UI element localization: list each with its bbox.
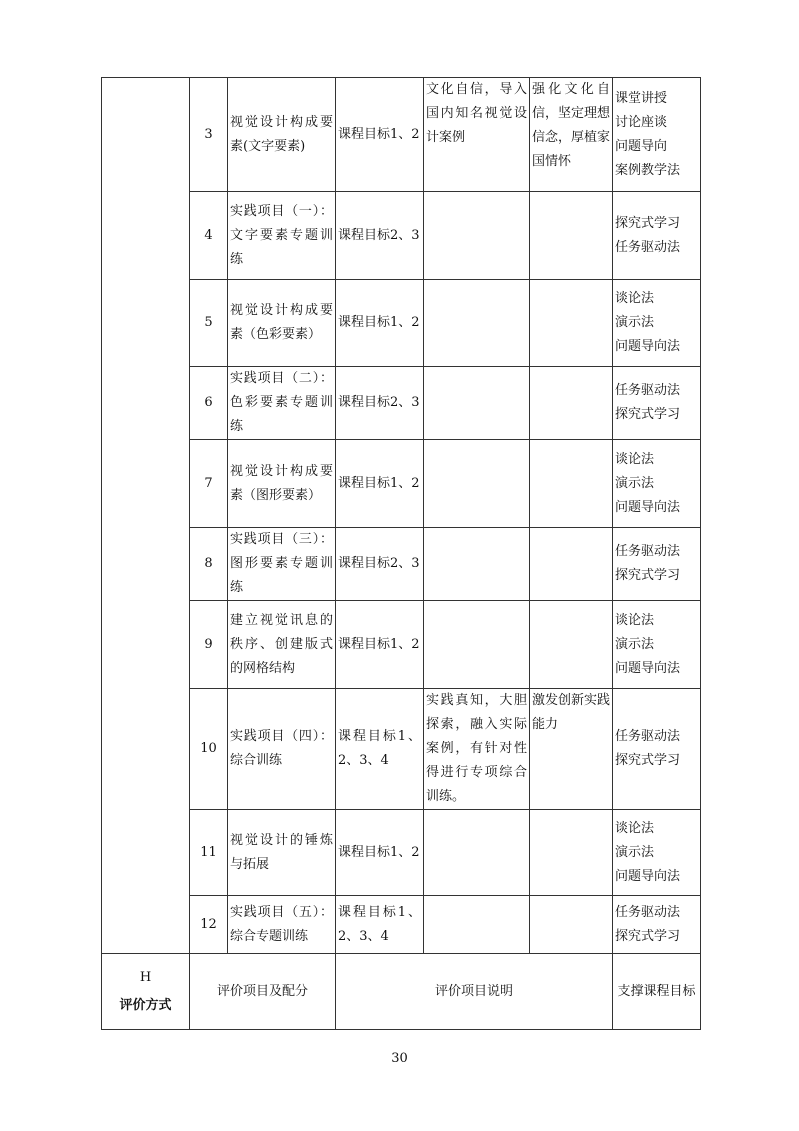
table-row xyxy=(102,528,701,601)
method-item: 问题导向 xyxy=(615,138,668,154)
methods-cell xyxy=(613,280,701,367)
table-row xyxy=(102,601,701,689)
methods-cell xyxy=(613,810,701,896)
element-cell xyxy=(530,601,613,689)
goal-cell: 课程目标2、3 xyxy=(336,367,424,440)
method-item: 问题导向法 xyxy=(615,868,681,884)
table-row xyxy=(102,810,701,896)
table-row xyxy=(102,440,701,528)
table-row xyxy=(102,192,701,280)
element-cell: 激发创新实践能力 xyxy=(530,689,613,810)
evaluation-section-cell xyxy=(102,954,190,1030)
goal-cell: 课程目标1、2、3、4 xyxy=(336,896,424,954)
methods-cell xyxy=(613,896,701,954)
method-item: 谈论法 xyxy=(615,291,655,306)
method-item: 探究式学习 xyxy=(615,568,681,583)
element-cell xyxy=(530,367,613,440)
row-number: 10 xyxy=(190,689,228,810)
row-number: 11 xyxy=(190,810,228,896)
method-item: 课堂讲授 xyxy=(615,90,668,106)
content-cell: 视觉设计的锤炼与拓展 xyxy=(228,810,336,896)
goal-cell: 课程目标1、2 xyxy=(336,78,424,192)
row-number: 3 xyxy=(190,78,228,192)
element-cell xyxy=(530,896,613,954)
content-cell: 实践项目（一）：文字要素专题训练 xyxy=(228,192,336,280)
method-item: 任务驱动法 xyxy=(615,239,681,255)
content-cell: 视觉设计构成要素(文字要素) xyxy=(228,78,336,192)
element-cell xyxy=(530,440,613,528)
row-number: 12 xyxy=(190,896,228,954)
supported-goals-header: 支撑课程目标 xyxy=(613,954,701,1030)
element-cell xyxy=(530,192,613,280)
row-number: 5 xyxy=(190,280,228,367)
methods-cell xyxy=(613,367,701,440)
table-row xyxy=(102,896,701,954)
method-item: 任务驱动法 xyxy=(615,904,681,920)
ideology-cell xyxy=(424,367,530,440)
evaluation-description-header: 评价项目说明 xyxy=(336,954,613,1030)
method-item: 谈论法 xyxy=(615,451,655,467)
ideology-cell xyxy=(424,810,530,896)
goal-cell: 课程目标1、2 xyxy=(336,601,424,689)
table-row xyxy=(102,78,701,192)
element-cell xyxy=(530,810,613,896)
ideology-cell: 文化自信，导入国内知名视觉设计案例 xyxy=(424,78,530,192)
ideology-cell xyxy=(424,440,530,528)
row-number: 6 xyxy=(190,367,228,440)
ideology-cell xyxy=(424,896,530,954)
methods-cell xyxy=(613,689,701,810)
method-item: 谈论法 xyxy=(615,820,655,836)
method-item: 探究式学习 xyxy=(615,215,681,231)
methods-cell xyxy=(613,192,701,280)
goal-cell: 课程目标2、3 xyxy=(336,528,424,601)
method-item: 案例教学法 xyxy=(615,162,681,178)
row-number: 4 xyxy=(190,192,228,280)
element-cell: 强化文化自信，坚定理想信念，厚植家国情怀 xyxy=(530,78,613,192)
content-cell: 建立视觉讯息的秩序、创建版式的网格结构 xyxy=(228,601,336,689)
goal-cell: 课程目标1、2 xyxy=(336,440,424,528)
evaluation-header-row xyxy=(102,954,701,1030)
goal-cell: 课程目标1、2 xyxy=(336,810,424,896)
method-item: 探究式学习 xyxy=(615,407,681,422)
goal-cell: 课程目标1、2 xyxy=(336,280,424,367)
methods-cell xyxy=(613,440,701,528)
section-blank-cell xyxy=(102,78,190,954)
ideology-cell: 实践真知，大胆探索，融入实际案例，有针对性得进行专项综合训练。 xyxy=(424,689,530,810)
ideology-cell xyxy=(424,192,530,280)
section-title: 评价方式 xyxy=(119,997,172,1013)
section-letter: H xyxy=(139,969,152,985)
method-item: 讨论座谈 xyxy=(615,114,668,130)
method-item: 探究式学习 xyxy=(615,753,681,768)
methods-cell xyxy=(613,601,701,689)
row-number: 7 xyxy=(190,440,228,528)
content-cell: 视觉设计构成要素（色彩要素） xyxy=(228,280,336,367)
row-number: 8 xyxy=(190,528,228,601)
method-item: 问题导向法 xyxy=(615,499,681,515)
method-item: 问题导向法 xyxy=(615,660,681,676)
method-item: 演示法 xyxy=(615,315,655,330)
page-number: 30 xyxy=(391,1051,408,1066)
evaluation-items-header: 评价项目及配分 xyxy=(190,954,336,1030)
method-item: 演示法 xyxy=(615,475,655,491)
course-table xyxy=(101,77,701,1030)
element-cell xyxy=(530,528,613,601)
ideology-cell xyxy=(424,528,530,601)
table-row xyxy=(102,367,701,440)
table-row xyxy=(102,689,701,810)
methods-cell xyxy=(613,78,701,192)
table-row xyxy=(102,280,701,367)
element-cell xyxy=(530,280,613,367)
content-cell: 实践项目（四）：综合训练 xyxy=(228,689,336,810)
methods-cell xyxy=(613,528,701,601)
method-item: 任务驱动法 xyxy=(615,729,681,744)
goal-cell: 课程目标1、2、3、4 xyxy=(336,689,424,810)
content-cell: 实践项目（五）：综合专题训练 xyxy=(228,896,336,954)
content-cell: 实践项目（三）：图形要素专题训练 xyxy=(228,528,336,601)
goal-cell: 课程目标2、3 xyxy=(336,192,424,280)
method-item: 任务驱动法 xyxy=(615,544,681,559)
method-item: 问题导向法 xyxy=(615,339,681,354)
method-item: 探究式学习 xyxy=(615,928,681,944)
content-cell: 视觉设计构成要素（图形要素） xyxy=(228,440,336,528)
row-number: 9 xyxy=(190,601,228,689)
method-item: 演示法 xyxy=(615,636,655,652)
ideology-cell xyxy=(424,280,530,367)
method-item: 演示法 xyxy=(615,844,655,860)
content-cell: 实践项目（二）：色彩要素专题训练 xyxy=(228,367,336,440)
method-item: 任务驱动法 xyxy=(615,383,681,398)
ideology-cell xyxy=(424,601,530,689)
method-item: 谈论法 xyxy=(615,612,655,628)
